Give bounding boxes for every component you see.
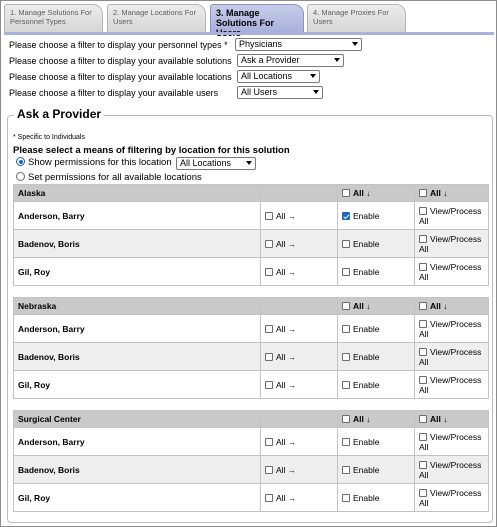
solution-select[interactable]	[237, 54, 344, 67]
view-process-checkbox[interactable]	[419, 207, 427, 215]
all-label: All	[353, 414, 364, 424]
location-name: Alaska	[14, 185, 261, 202]
user-name: Anderson, Barry	[14, 315, 261, 343]
set-all-locations-label: Set permissions for all available locations	[28, 172, 202, 183]
view-process-label: View/Process	[430, 431, 482, 442]
locations-filter-label: Please choose a filter to display your available locations	[9, 72, 232, 82]
show-permissions-radio[interactable]	[16, 157, 25, 166]
enable-cell	[338, 343, 415, 371]
all-label: All	[419, 328, 429, 339]
view-process-cell	[415, 202, 489, 230]
enable-all-header	[338, 185, 415, 202]
view-process-label: View/Process	[430, 459, 482, 470]
arrow-down-icon: ↓	[443, 302, 448, 311]
enable-cell	[338, 456, 415, 484]
location-header-row	[14, 298, 489, 315]
view-all-checkbox[interactable]	[419, 415, 427, 423]
header-empty-cell	[261, 185, 338, 202]
enable-all-checkbox[interactable]	[342, 302, 350, 310]
location-value: All Locations	[241, 71, 293, 81]
row-all-cell	[261, 343, 338, 371]
enable-cell	[338, 428, 415, 456]
all-label: All	[419, 215, 429, 226]
enable-cell	[338, 371, 415, 399]
row-all-cell	[261, 315, 338, 343]
user-name: Gil, Roy	[14, 484, 261, 512]
location-table	[13, 410, 489, 512]
user-row	[14, 315, 489, 343]
arrow-right-icon: →	[287, 493, 296, 503]
user-row	[14, 202, 489, 230]
all-label: All	[276, 464, 286, 475]
chevron-down-icon	[310, 74, 316, 78]
user-name: Badenov, Boris	[14, 343, 261, 371]
all-label: All	[276, 492, 286, 503]
view-all-header	[415, 298, 489, 315]
user-name: Badenov, Boris	[14, 230, 261, 258]
user-row	[14, 456, 489, 484]
row-all-checkbox[interactable]	[265, 466, 273, 474]
enable-label: Enable	[353, 464, 380, 475]
location-name: Nebraska	[14, 298, 261, 315]
user-row	[14, 428, 489, 456]
section-title: Ask a Provider	[14, 107, 104, 121]
view-all-header	[415, 185, 489, 202]
arrow-down-icon: ↓	[366, 302, 371, 311]
view-all-checkbox[interactable]	[419, 189, 427, 197]
view-process-cell	[415, 343, 489, 371]
enable-label: Enable	[353, 436, 380, 447]
tab-manage-solutions-users[interactable]	[210, 4, 304, 32]
all-label: All	[419, 469, 429, 480]
user-row	[14, 484, 489, 512]
view-process-cell	[415, 258, 489, 286]
enable-cell	[338, 230, 415, 258]
view-process-cell	[415, 428, 489, 456]
view-process-checkbox[interactable]	[419, 348, 427, 356]
all-label: All	[419, 384, 429, 395]
tab-label: 1. Manage Solutions For Personnel Types	[10, 8, 92, 26]
all-label: All	[419, 243, 429, 254]
all-label: All	[353, 301, 364, 311]
arrow-right-icon: →	[287, 380, 296, 390]
all-label: All	[430, 414, 441, 424]
user-name: Anderson, Barry	[14, 428, 261, 456]
view-process-checkbox[interactable]	[419, 376, 427, 384]
show-permissions-label: Show permissions for this location	[28, 157, 172, 168]
row-all-checkbox[interactable]	[265, 353, 273, 361]
user-name: Gil, Roy	[14, 371, 261, 399]
personnel-type-select[interactable]	[235, 38, 362, 51]
all-label: All	[276, 436, 286, 447]
enable-label: Enable	[353, 266, 380, 277]
arrow-right-icon: →	[287, 465, 296, 475]
tab-label: 2. Manage Locations For Users	[113, 8, 196, 26]
location-header-row	[14, 185, 489, 202]
user-row	[14, 258, 489, 286]
view-process-checkbox[interactable]	[419, 320, 427, 328]
enable-checkbox[interactable]	[342, 353, 350, 361]
row-all-checkbox[interactable]	[265, 438, 273, 446]
view-process-checkbox[interactable]	[419, 263, 427, 271]
location-name: Surgical Center	[14, 411, 261, 428]
view-process-label: View/Process	[430, 318, 482, 329]
view-process-label: View/Process	[430, 261, 482, 272]
enable-checkbox[interactable]	[342, 268, 350, 276]
arrow-down-icon: ↓	[366, 189, 371, 198]
arrow-right-icon: →	[287, 437, 296, 447]
view-process-label: View/Process	[430, 374, 482, 385]
view-process-checkbox[interactable]	[419, 489, 427, 497]
solutions-filter-label: Please choose a filter to display your available solutions	[9, 56, 232, 66]
all-label: All	[276, 379, 286, 390]
all-label: All	[276, 210, 286, 221]
location-header-row	[14, 411, 489, 428]
all-label: All	[276, 238, 286, 249]
chevron-down-icon	[352, 42, 358, 46]
enable-cell	[338, 315, 415, 343]
view-process-cell	[415, 371, 489, 399]
user-name: Badenov, Boris	[14, 456, 261, 484]
arrow-down-icon: ↓	[443, 415, 448, 424]
enable-label: Enable	[353, 379, 380, 390]
arrow-down-icon: ↓	[366, 415, 371, 424]
enable-cell	[338, 202, 415, 230]
enable-checkbox[interactable]	[342, 466, 350, 474]
tab-manage-locations-users[interactable]	[107, 4, 206, 32]
arrow-right-icon: →	[287, 324, 296, 334]
tab-label: 3. Manage Solutions For	[216, 8, 274, 28]
enable-checkbox[interactable]	[342, 325, 350, 333]
radio-row-this-location	[16, 157, 232, 170]
arrow-down-icon: ↓	[443, 189, 448, 198]
view-process-cell	[415, 456, 489, 484]
specific-note: * Specific to Individuals	[13, 134, 85, 141]
personnel-filter-label: Please choose a filter to display your personnel types *	[9, 40, 228, 50]
all-label: All	[419, 356, 429, 367]
enable-all-checkbox[interactable]	[342, 189, 350, 197]
all-label: All	[419, 271, 429, 282]
user-row	[14, 230, 489, 258]
location-select[interactable]	[237, 70, 320, 83]
enable-label: Enable	[353, 238, 380, 249]
view-process-cell	[415, 230, 489, 258]
row-all-checkbox[interactable]	[265, 240, 273, 248]
location-table	[13, 184, 489, 286]
enable-label: Enable	[353, 210, 380, 221]
view-process-checkbox[interactable]	[419, 461, 427, 469]
user-select[interactable]	[237, 86, 323, 99]
tab-manage-proxies-users[interactable]	[307, 4, 406, 32]
all-label: All	[353, 188, 364, 198]
view-all-checkbox[interactable]	[419, 302, 427, 310]
row-all-checkbox[interactable]	[265, 325, 273, 333]
filter-means-heading: Please select a means of filtering by location for this solution	[13, 145, 290, 156]
user-name: Gil, Roy	[14, 258, 261, 286]
users-filter-label: Please choose a filter to display your available users	[9, 88, 219, 98]
view-process-label: View/Process	[430, 233, 482, 244]
enable-cell	[338, 258, 415, 286]
user-row	[14, 343, 489, 371]
tab-underline	[4, 32, 494, 35]
solution-value: Ask a Provider	[241, 55, 300, 65]
view-process-label: View/Process	[430, 487, 482, 498]
enable-checkbox[interactable]	[342, 240, 350, 248]
permission-location-select[interactable]	[176, 157, 256, 170]
row-all-checkbox[interactable]	[265, 494, 273, 502]
row-all-cell	[261, 258, 338, 286]
enable-checkbox[interactable]	[342, 438, 350, 446]
row-all-checkbox[interactable]	[265, 381, 273, 389]
chevron-down-icon	[246, 161, 252, 165]
solution-fieldset	[7, 107, 493, 523]
enable-label: Enable	[353, 323, 380, 334]
row-all-cell	[261, 484, 338, 512]
enable-cell	[338, 484, 415, 512]
all-label: All	[430, 188, 441, 198]
enable-all-header	[338, 411, 415, 428]
enable-checkbox[interactable]	[342, 381, 350, 389]
view-process-checkbox[interactable]	[419, 433, 427, 441]
personnel-type-value: Physicians	[239, 39, 283, 49]
enable-label: Enable	[353, 492, 380, 503]
enable-all-header	[338, 298, 415, 315]
arrow-right-icon: →	[287, 239, 296, 249]
header-empty-cell	[261, 411, 338, 428]
enable-all-checkbox[interactable]	[342, 415, 350, 423]
tab-manage-solutions-personnel[interactable]	[4, 4, 103, 32]
enable-label: Enable	[353, 351, 380, 362]
permission-location-value: All Locations	[180, 158, 232, 168]
user-name: Anderson, Barry	[14, 202, 261, 230]
user-value: All Users	[241, 87, 278, 97]
chevron-down-icon	[313, 90, 319, 94]
all-label: All	[276, 323, 286, 334]
view-process-label: View/Process	[430, 346, 482, 357]
row-all-cell	[261, 428, 338, 456]
view-process-cell	[415, 315, 489, 343]
chevron-down-icon	[334, 58, 340, 62]
set-all-locations-radio[interactable]	[16, 172, 25, 181]
all-label: All	[430, 301, 441, 311]
view-process-label: View/Process	[430, 205, 482, 216]
enable-checkbox[interactable]	[342, 212, 350, 220]
all-label: All	[419, 497, 429, 508]
row-all-cell	[261, 230, 338, 258]
row-all-checkbox[interactable]	[265, 268, 273, 276]
row-all-checkbox[interactable]	[265, 212, 273, 220]
header-empty-cell	[261, 298, 338, 315]
all-label: All	[419, 441, 429, 452]
row-all-cell	[261, 202, 338, 230]
row-all-cell	[261, 371, 338, 399]
arrow-right-icon: →	[287, 267, 296, 277]
enable-checkbox[interactable]	[342, 494, 350, 502]
view-process-cell	[415, 484, 489, 512]
tab-bar	[4, 4, 494, 32]
tab-label: 4. Manage Proxies For Users	[313, 8, 389, 26]
view-all-header	[415, 411, 489, 428]
all-label: All	[276, 351, 286, 362]
arrow-right-icon: →	[287, 211, 296, 221]
arrow-right-icon: →	[287, 352, 296, 362]
user-row	[14, 371, 489, 399]
all-label: All	[276, 266, 286, 277]
view-process-checkbox[interactable]	[419, 235, 427, 243]
location-table	[13, 297, 489, 399]
row-all-cell	[261, 456, 338, 484]
